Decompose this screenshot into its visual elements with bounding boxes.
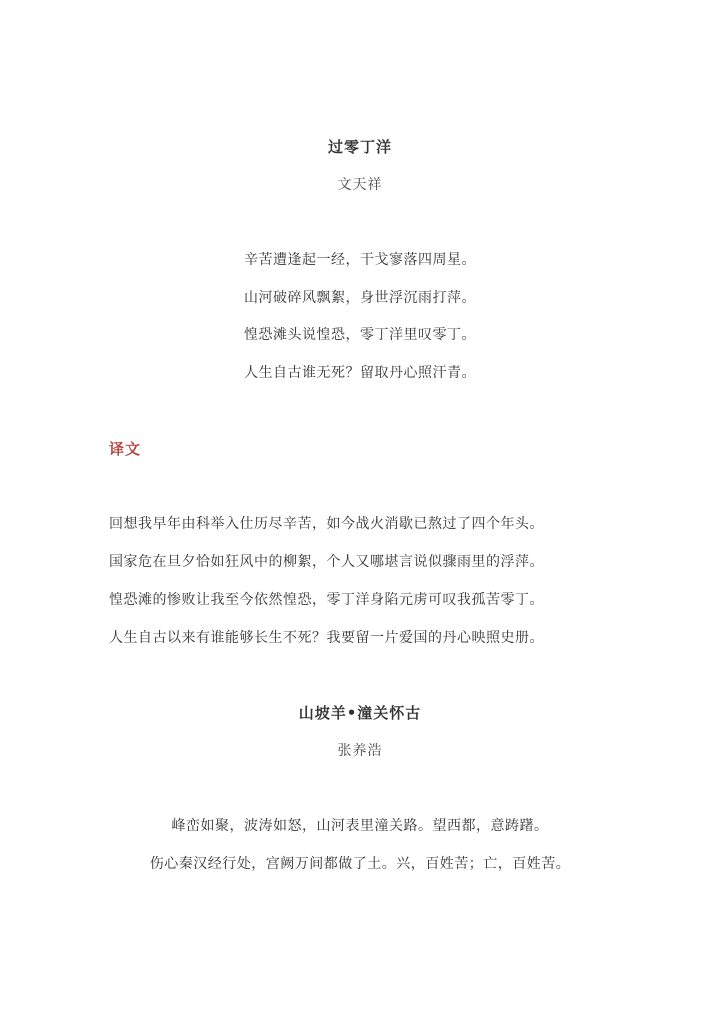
poem-line: 人生自古谁无死？留取丹心照汗青。 bbox=[244, 365, 476, 381]
poem-title: 过零丁洋 bbox=[327, 138, 392, 156]
translation-line: 国家危在旦夕恰如狂风中的柳絮，个人又哪堪言说似骤雨里的浮萍。 bbox=[109, 554, 544, 570]
translation-line: 惶恐滩的惨败让我至今依然惶恐，零丁洋身陷元虏可叹我孤苦零丁。 bbox=[109, 592, 544, 608]
poem-line: 山河破碎风飘絮，身世浮沉雨打萍。 bbox=[244, 290, 476, 306]
translation-line: 人生自古以来有谁能够长生不死？我要留一片爱国的丹心映照史册。 bbox=[109, 630, 544, 646]
poem-line: 伤心秦汉经行处，宫阙万间都做了土。兴，百姓苦；亡，百姓苦。 bbox=[149, 856, 571, 872]
translation-heading: 译文 bbox=[109, 440, 142, 458]
poem-title: 山坡羊•潼关怀古 bbox=[298, 704, 422, 722]
poem-line: 峰峦如聚，波涛如怒，山河表里潼关路。望西都，意踌躇。 bbox=[171, 818, 549, 834]
poem-line: 惶恐滩头说惶恐，零丁洋里叹零丁。 bbox=[244, 327, 476, 343]
poem-author: 张养浩 bbox=[337, 743, 383, 759]
poem-line: 辛苦遭逢起一经，干戈寥落四周星。 bbox=[244, 252, 476, 268]
translation-line: 回想我早年由科举入仕历尽辛苦，如今战火消歇已熬过了四个年头。 bbox=[109, 516, 544, 532]
poem-author: 文天祥 bbox=[337, 177, 383, 193]
